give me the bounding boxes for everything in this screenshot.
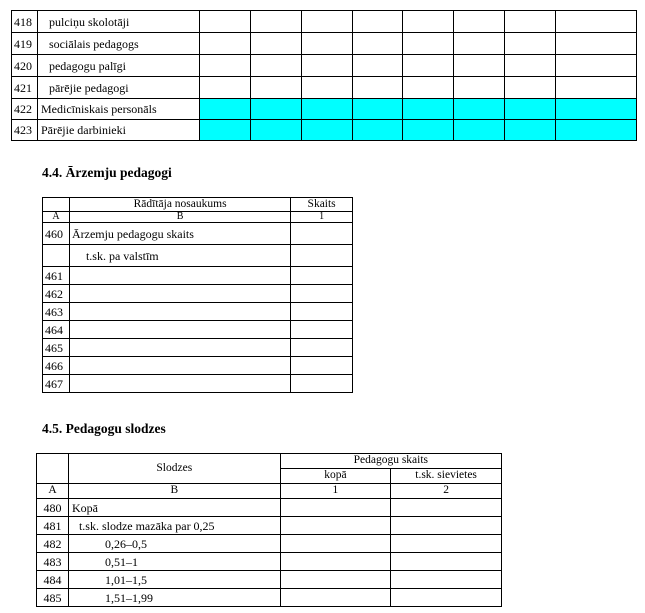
data-cell (454, 11, 505, 33)
data-cell (403, 33, 454, 55)
data-cell (280, 553, 391, 571)
teacher-workload-table (36, 453, 502, 607)
data-cell (301, 33, 352, 55)
data-cell (391, 499, 502, 517)
column-index-row (43, 212, 353, 223)
header-sievietes: t.sk. sievietes (391, 469, 502, 484)
row-label: 1,51–1,99 (68, 589, 280, 607)
data-cell (199, 120, 250, 141)
data-cell (199, 99, 250, 120)
row-number: 423 (12, 120, 38, 141)
row-number: 483 (37, 553, 69, 571)
table-row (12, 33, 637, 55)
row-number: 421 (12, 77, 38, 99)
header-row-1 (37, 454, 502, 469)
data-cell (301, 99, 352, 120)
row-number: 419 (12, 33, 38, 55)
data-cell (556, 11, 637, 33)
col-a: A (37, 484, 69, 499)
data-cell (352, 77, 403, 99)
table-row (12, 55, 637, 77)
row-number: 462 (43, 285, 70, 303)
data-cell (280, 499, 391, 517)
row-number: 467 (43, 375, 70, 393)
data-cell (291, 339, 353, 357)
table-row (37, 553, 502, 571)
row-number: 485 (37, 589, 69, 607)
row-label: sociālais pedagogs (37, 33, 199, 55)
table-row (43, 245, 353, 267)
data-cell (403, 77, 454, 99)
row-number: 418 (12, 11, 38, 33)
data-cell (454, 99, 505, 120)
row-number: 480 (37, 499, 69, 517)
data-cell (291, 223, 353, 245)
row-label: Medicīniskais personāls (37, 99, 199, 120)
table-row (12, 11, 637, 33)
data-cell (280, 517, 391, 535)
row-label (69, 267, 290, 285)
col-b: B (69, 212, 290, 223)
col-b: B (68, 484, 280, 499)
header-slodzes: Slodzes (68, 454, 280, 484)
data-cell (291, 357, 353, 375)
row-number: 420 (12, 55, 38, 77)
row-label: 1,01–1,5 (68, 571, 280, 589)
row-label (69, 375, 290, 393)
data-cell (301, 11, 352, 33)
table-row (43, 303, 353, 321)
row-number: 484 (37, 571, 69, 589)
row-number: 422 (12, 99, 38, 120)
data-cell (391, 517, 502, 535)
data-cell (352, 99, 403, 120)
table-row (43, 339, 353, 357)
section-4-4-title: 4.4. Ārzemju pedagogi (42, 165, 172, 180)
table-row (12, 120, 637, 141)
data-cell (505, 11, 556, 33)
data-cell (199, 11, 250, 33)
col-a: A (43, 212, 70, 223)
table-row (43, 223, 353, 245)
table-row (37, 571, 502, 589)
row-number: 461 (43, 267, 70, 285)
row-label: t.sk. slodze mazāka par 0,25 (68, 517, 280, 535)
row-label: Kopā (68, 499, 280, 517)
row-label: pārējie pedagogi (37, 77, 199, 99)
row-number: 481 (37, 517, 69, 535)
data-cell (250, 99, 301, 120)
data-cell (505, 120, 556, 141)
row-label: 0,51–1 (68, 553, 280, 571)
data-cell (352, 55, 403, 77)
data-cell (352, 11, 403, 33)
row-label: 0,26–0,5 (68, 535, 280, 553)
data-cell (403, 11, 454, 33)
data-cell (454, 55, 505, 77)
row-number: 463 (43, 303, 70, 321)
data-cell (301, 55, 352, 77)
table-row (43, 375, 353, 393)
table-row (43, 321, 353, 339)
row-label (69, 339, 290, 357)
data-cell (291, 267, 353, 285)
row-number: 465 (43, 339, 70, 357)
row-number (43, 245, 70, 267)
data-cell (280, 571, 391, 589)
header-pedagogu-skaits: Pedagogu skaits (280, 454, 501, 469)
data-cell (291, 245, 353, 267)
data-cell (403, 120, 454, 141)
row-label: Ārzemju pedagogu skaits (69, 223, 290, 245)
col-1: 1 (280, 484, 391, 499)
data-cell (301, 120, 352, 141)
row-label: Pārējie darbinieki (37, 120, 199, 141)
data-cell (199, 33, 250, 55)
data-cell (556, 33, 637, 55)
row-label: pedagogu palīgi (37, 55, 199, 77)
foreign-teachers-table (42, 197, 353, 393)
data-cell (291, 285, 353, 303)
row-label (69, 321, 290, 339)
table-row (37, 499, 502, 517)
row-number: 482 (37, 535, 69, 553)
data-cell (454, 33, 505, 55)
row-number: 460 (43, 223, 70, 245)
data-cell (352, 120, 403, 141)
header-count: Skaits (291, 198, 353, 212)
header-kopa: kopā (280, 469, 391, 484)
data-cell (556, 55, 637, 77)
staff-table (11, 10, 637, 141)
data-cell (199, 77, 250, 99)
data-cell (250, 120, 301, 141)
data-cell (391, 589, 502, 607)
data-cell (280, 589, 391, 607)
data-cell (352, 33, 403, 55)
col-2: 2 (391, 484, 502, 499)
row-label: t.sk. pa valstīm (69, 245, 290, 267)
header-name: Rādītāja nosaukums (69, 198, 290, 212)
data-cell (556, 77, 637, 99)
data-cell (454, 120, 505, 141)
row-number: 466 (43, 357, 70, 375)
section-4-5-title: 4.5. Pedagogu slodzes (42, 421, 166, 436)
data-cell (505, 99, 556, 120)
row-label: pulciņu skolotāji (37, 11, 199, 33)
table-row (12, 77, 637, 99)
row-label (69, 303, 290, 321)
data-cell (250, 77, 301, 99)
table-row (12, 99, 637, 120)
row-number: 464 (43, 321, 70, 339)
data-cell (391, 535, 502, 553)
data-cell (505, 77, 556, 99)
data-cell (291, 303, 353, 321)
table-row (43, 285, 353, 303)
data-cell (556, 120, 637, 141)
data-cell (454, 77, 505, 99)
table-row (37, 535, 502, 553)
row-label (69, 285, 290, 303)
table-row (43, 267, 353, 285)
data-cell (556, 99, 637, 120)
header-row (43, 198, 353, 212)
data-cell (250, 11, 301, 33)
data-cell (250, 33, 301, 55)
data-cell (403, 55, 454, 77)
data-cell (280, 535, 391, 553)
data-cell (391, 553, 502, 571)
data-cell (291, 321, 353, 339)
data-cell (391, 571, 502, 589)
row-label (69, 357, 290, 375)
data-cell (291, 375, 353, 393)
table-row (43, 357, 353, 375)
column-index-row (37, 484, 502, 499)
data-cell (403, 99, 454, 120)
data-cell (301, 77, 352, 99)
data-cell (250, 55, 301, 77)
table-row (37, 517, 502, 535)
data-cell (199, 55, 250, 77)
table-row (37, 589, 502, 607)
data-cell (505, 55, 556, 77)
data-cell (505, 33, 556, 55)
col-1: 1 (291, 212, 353, 223)
